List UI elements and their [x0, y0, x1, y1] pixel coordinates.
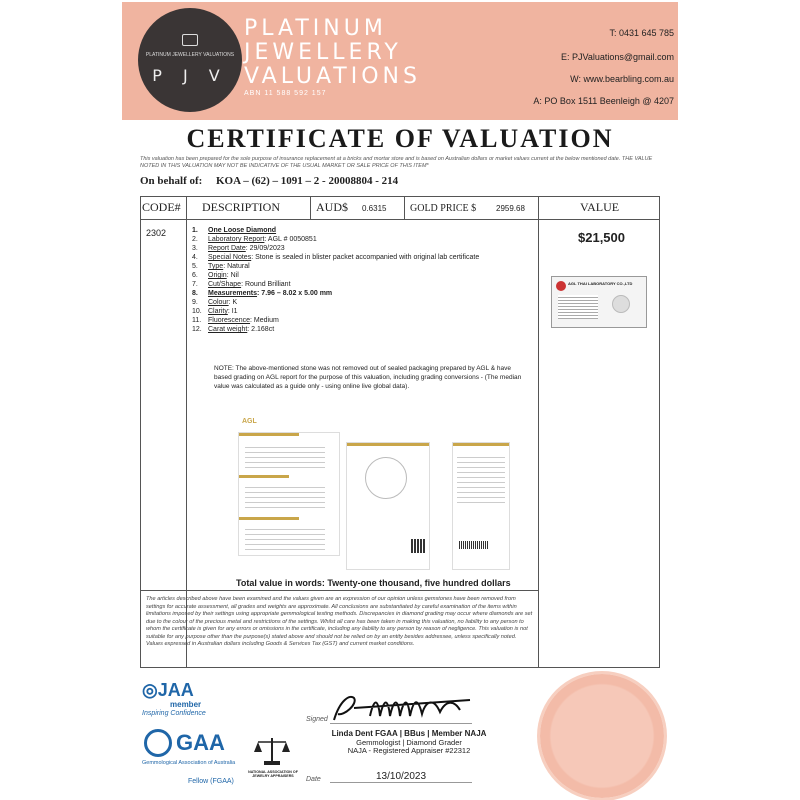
- list-item: 5. Type: Natural: [192, 263, 250, 270]
- list-item: 1. One Loose Diamond: [192, 227, 277, 234]
- jaa-tagline: Inspiring Confidence: [142, 710, 206, 717]
- valuation-date: 13/10/2023: [376, 771, 427, 782]
- cert-thumb-title: AGL THAI LABORATORY CO.,LTD: [568, 281, 633, 286]
- handwritten-signature: [330, 690, 480, 724]
- pjv-logo: [138, 8, 242, 112]
- report-panel-middle: [346, 442, 430, 570]
- scales-of-justice-icon: [252, 736, 292, 766]
- list-item: 12. Carat weight: 2.168ct: [192, 326, 275, 333]
- list-item: 9. Colour: K: [192, 299, 238, 306]
- on-behalf-value: KOA – (62) – 1091 – 2 - 20008804 - 214: [216, 175, 399, 187]
- signatory-title: Gemmologist | Diamond Grader: [356, 738, 462, 747]
- list-item: 10. Clarity: I1: [192, 308, 238, 315]
- brand-line-2: JEWELLERY: [244, 40, 402, 65]
- brand-line-1: PLATINUM: [244, 16, 387, 41]
- list-item: 6. Origin: Nil: [192, 272, 239, 279]
- list-item: 8. Measurements: 7.96 – 8.02 x 5.00 mm: [192, 290, 333, 297]
- jaa-text: JAA: [157, 680, 194, 700]
- gold-price: 2959.68: [496, 204, 525, 213]
- col-header-code: CODE#: [142, 200, 181, 214]
- list-item: 4. Special Notes: Stone is sealed in blister packet accompanied with original lab certificate: [192, 254, 480, 261]
- gaa-fellow: Fellow (FGAA): [188, 778, 234, 785]
- page-title: CERTIFICATE OF VALUATION: [186, 124, 614, 153]
- contact-email: E: PJValuations@gmail.com: [560, 52, 674, 62]
- valuation-disclaimer: This valuation has been prepared for the sole purpose of insurance replacement at a bricks and mortar store and is based on Australian dollars or market values current at the below mentioned date. THE VALUE NOTED IN THIS VALUATION MAY NOT BE INDICATIVE OF THE USUAL MARKET OR SALE PRICE OF THIS ITEM*: [140, 156, 653, 169]
- signed-label: Signed: [306, 716, 328, 723]
- jaa-member-text: member: [170, 700, 202, 709]
- gaa-globe-icon: [144, 729, 172, 757]
- jaa-logo: ◎JAA: [142, 680, 194, 700]
- col-header-aud: AUD$: [316, 200, 348, 214]
- col-header-description: DESCRIPTION: [202, 200, 281, 214]
- signatory-name: Linda Dent FGAA | BBus | Member NAJA: [331, 729, 487, 738]
- date-label: Date: [306, 776, 321, 783]
- report-logo: AGL: [242, 418, 257, 425]
- col-header-gold: GOLD PRICE $: [410, 203, 477, 214]
- gaa-logo: GAA: [176, 730, 225, 755]
- logo-initials: P J V: [152, 66, 228, 85]
- item-code: 2302: [146, 228, 167, 238]
- brand-line-3: VALUATIONS: [244, 64, 421, 89]
- agl-logo-icon: [556, 281, 566, 291]
- lab-report-image: [230, 412, 512, 576]
- aud-rate: 0.6315: [362, 204, 387, 213]
- grading-note: NOTE: The above-mentioned stone was not removed out of sealed packaging prepared by AGL & have based grading on AGL report for the purpose of this valuation, including grading conversions - (The median value was calculated as a guide only - using online live global data).: [214, 365, 522, 390]
- date-line: [330, 782, 472, 783]
- row-divider: [140, 590, 538, 591]
- logo-small-text: PLATINUM JEWELLERY VALUATIONS: [145, 52, 235, 58]
- terms-and-conditions: The articles described above have been examined and the values given are an expression of our opinion unless gemstones have been removed from settings for accurate assessment, all grades and weights are approximate. All conclusions are substantiated by careful examination of the items within limitations imposed by their settings using appropriate gemmological testing methods. Discrepancies in diamond grading may occur where diamonds are set due to the colour of the precious metal and restrictions of the settings. Whilst all care has been taken in making this valuation, no liability to any person to whom the certificate is given for any errors or omissions in the certificate, including any liability to any person by reason of negligence. This valuation is not suitable for any purpose other than the purpose(s) stated above and should not be relied on by an entity besides addressee, unless specifically noted. Values expressed in Australian dollars including Goods & Services Tax (GST) and current market conditions.: [146, 596, 533, 647]
- report-panel-right: [452, 442, 510, 570]
- diamond-icon: [612, 295, 630, 313]
- contact-web: W: www.bearbling.com.au: [570, 74, 674, 84]
- list-item: 11. Fluorescence: Medium: [192, 317, 279, 324]
- abn-number: ABN 11 588 592 157: [244, 90, 327, 97]
- gaa-subtitle: Gemmological Association of Australia: [142, 760, 236, 766]
- lab-certificate-photo: [551, 276, 647, 328]
- list-item: 3. Report Date: 29/09/2023: [192, 245, 285, 252]
- contact-phone: T: 0431 645 785: [609, 28, 674, 38]
- diamond-icon: [182, 34, 198, 46]
- embossed-seal: [540, 674, 664, 798]
- list-item: 2. Laboratory Report: AGL # 0050851: [192, 236, 317, 243]
- signatory-registration: NAJA - Registered Appraiser #22312: [347, 746, 471, 755]
- total-value-in-words: Total value in words: Twenty-one thousand, five hundred dollars: [236, 578, 511, 588]
- contact-address: A: PO Box 1511 Beenleigh @ 4207: [533, 96, 674, 106]
- naja-logo-text: NATIONAL ASSOCIATION OF JEWELRY APPRAISERS: [248, 770, 298, 778]
- list-item: 7. Cut/Shape: Round Brilliant: [192, 281, 291, 288]
- column-divider: [310, 196, 311, 220]
- col-header-value: VALUE: [580, 200, 620, 214]
- column-divider: [538, 196, 539, 668]
- column-divider: [404, 196, 405, 220]
- report-panel-left: [238, 432, 340, 556]
- item-value: $21,500: [578, 230, 625, 245]
- cert-text-lines: [558, 295, 598, 319]
- on-behalf-label: On behalf of:: [140, 175, 203, 187]
